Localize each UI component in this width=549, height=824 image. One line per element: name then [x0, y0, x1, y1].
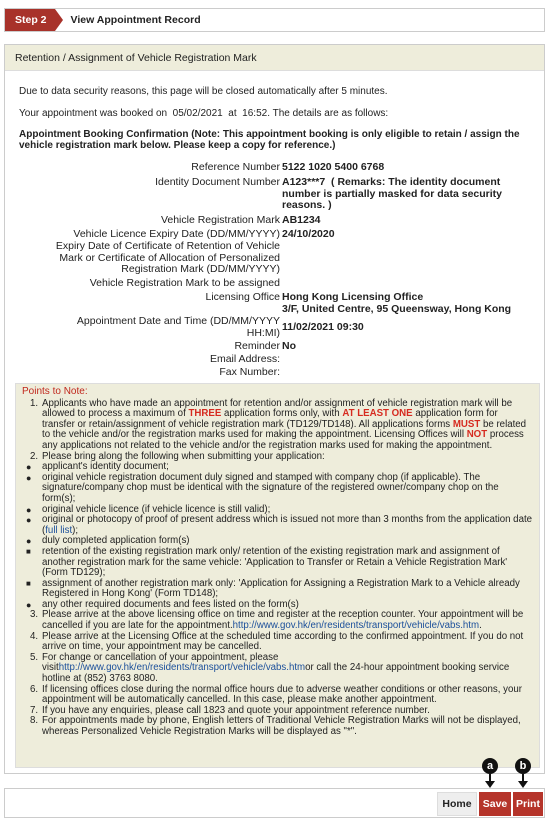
point-2-text: Please bring along the following when submitting your application: [42, 450, 325, 462]
point-7-text: If you have any enquiries, please call 1823 and quote your appointment reference number. [42, 704, 430, 716]
bullet-text [42, 515, 533, 536]
booked-suffix: . The details are as follows: [267, 108, 389, 119]
point-1-part-b: application forms only, with [224, 408, 340, 420]
annotation-arrowhead-b [518, 781, 528, 788]
id-document-label: Identity Document Number [155, 176, 280, 188]
point-number: 3. [30, 609, 39, 621]
annotation-marker-a: a [482, 758, 498, 774]
print-button[interactable]: Print [513, 792, 543, 816]
booking-summary [19, 108, 388, 119]
reference-label: Reference Number [191, 161, 280, 173]
emphasis-not: NOT [466, 429, 488, 441]
point-1-part-a: Applicants who have made an appointment for retention and/or assignment of vehicle registration mark will be allowed to process a maximum of [42, 397, 513, 420]
point-6 [22, 685, 533, 706]
points-title: Points to Note: [22, 386, 88, 397]
list-item [26, 547, 533, 579]
list-item [26, 473, 533, 505]
home-button[interactable]: Home [437, 792, 477, 816]
point-5-part-a: For change or cancellation of your appointment, please visit [42, 651, 279, 674]
step-title: View Appointment Record [70, 14, 201, 26]
bullet-text: applicant's identity document; [42, 461, 169, 473]
point-3-part-b: . [479, 620, 482, 632]
emphasis-at-least-one: AT LEAST ONE [342, 408, 413, 420]
reminder-label: Reminder [234, 340, 280, 352]
save-button[interactable]: Save [479, 792, 511, 816]
bullet-icon: ● [26, 536, 32, 547]
bullet-icon: ● [26, 504, 32, 515]
point-1-part-e: process any applications not related to the vehicle and/or the registration marks used for making the appointment. [42, 429, 524, 451]
booked-date: 05/02/2021 [172, 108, 223, 119]
panel-heading: Retention / Assignment of Vehicle Registration Mark [5, 45, 544, 71]
security-notice: Due to data security reasons, this page will be closed automatically after 5 minutes. [19, 86, 388, 97]
annotation-arrowhead-a [485, 781, 495, 788]
bullet-text: any other required documents and fees listed on the form(s) [42, 598, 299, 610]
point-5 [22, 653, 533, 685]
point-8-text: For appointments made by phone, English letters of Traditional Vehicle Registration Marks will not be displayed, whereas Personalized Vehicle Registration Marks will be displayed as "*". [42, 715, 521, 737]
mark-assigned-label: Vehicle Registration Mark to be assigned [89, 277, 280, 289]
licensing-office-label: Licensing Office [205, 291, 280, 303]
point-4 [22, 632, 533, 653]
full-list-link[interactable]: full list [45, 524, 73, 536]
bullet-text-part: original or photocopy of proof of present address which is issued not more than 3 months from the application date ( [42, 514, 533, 536]
cert-expiry-label [30, 241, 280, 276]
step-bar [4, 8, 545, 32]
id-document-remark: ( Remarks: The identity document number is partially masked for data security reasons. ) [282, 176, 502, 211]
bullet-text: retention of the existing registration mark only/ retention of the existing registration mark and assignment of another registration mark for the same vehicle: 'Application to Transfer or Retain a Vehicle Registration Mark' (Form TD129); [42, 545, 508, 579]
point-number: 6. [30, 683, 39, 695]
id-document-value: A123***7 [282, 176, 326, 188]
appointment-time-label [30, 316, 280, 339]
point-5-part-b: or call the 24-hour appointment booking service hotline at (852) 3763 8080. [42, 662, 510, 685]
point-1 [22, 399, 533, 452]
vabs-link[interactable]: http://www.gov.hk/en/residents/transport/vehicle/vabs.htm [232, 620, 480, 632]
point-3-text [42, 610, 533, 631]
appointment-time-value: 11/02/2021 09:30 [282, 321, 364, 333]
point-number: 1. [30, 397, 39, 409]
appointment-record-panel [4, 44, 545, 774]
booked-time: 16:52 [242, 108, 268, 119]
list-item [26, 579, 533, 600]
bullet-text: original vehicle licence (if vehicle licence is still valid); [42, 503, 271, 515]
booked-at: at [228, 108, 237, 119]
bullet-text: duly completed application form(s) [42, 535, 190, 547]
licensing-office-value [282, 292, 532, 315]
list-item [26, 515, 533, 536]
bullet-icon: ● [26, 515, 32, 526]
cert-expiry-label-line2: Mark or Certificate of Allocation of Personalized [59, 251, 280, 264]
booking-confirmation-note: Appointment Booking Confirmation (Note: This appointment booking is only eligible to retain / assign the vehicle registration mark below. Please keep a copy for reference.) [19, 129, 520, 151]
bullet-text: original vehicle registration document duly signed and stamped with company chop (if applicable). The signature/company chop must be identical with the signature of the registered owner/company chop on the form(s); [42, 471, 499, 504]
point-number: 2. [30, 450, 39, 462]
licence-expiry-value: 24/10/2020 [282, 228, 335, 240]
point-5-text [42, 653, 533, 685]
bullet-text: assignment of another registration mark only: 'Application for Assigning a Registration Mark to a Vehicle already Registered in Hong Kong' (Form TD148); [42, 577, 520, 600]
licensing-office-address: 3/F, United Centre, 95 Queensway, Hong Kong [282, 302, 512, 315]
licensing-office-name: Hong Kong Licensing Office [282, 291, 424, 303]
point-1-text [42, 399, 533, 452]
vabs-link[interactable]: http://www.gov.hk/en/residents/transport/vehicle/vabs.htm [58, 662, 306, 674]
booked-prefix: Your appointment was booked on [19, 108, 168, 119]
bullet-text-part: ); [72, 524, 79, 536]
points-to-note [15, 383, 540, 768]
square-bullet-icon: ■ [26, 546, 31, 556]
point-1-part-d: be related to the vehicle and/or the registration marks used for making the appointment. Licensing Offices will [42, 418, 527, 441]
emphasis-three: THREE [188, 408, 222, 420]
step-tag: Step 2 [5, 9, 55, 31]
point-number: 5. [30, 651, 39, 663]
fax-label: Fax Number: [219, 366, 280, 378]
appointment-time-label-line1: Appointment Date and Time (DD/MM/YYYY [76, 315, 280, 327]
point-6-text: If licensing offices close during the normal office hours due to adverse weather conditions or other reasons, your appointment will be automatically cancelled. In this case, please make another appointment. [42, 683, 522, 706]
id-document-value-block [282, 177, 532, 212]
point-3-part-a: Please arrive at the above licensing office on time and register at the reception counter. Your appointment will be cancelled if you are late for the appointment. [42, 609, 524, 632]
emphasis-must: MUST [452, 418, 481, 430]
reg-mark-value: AB1234 [282, 214, 321, 226]
appointment-time-label-line2: HH:MI) [246, 326, 280, 339]
annotation-marker-b: b [515, 758, 531, 774]
reminder-value: No [282, 340, 296, 352]
point-number: 7. [30, 704, 39, 716]
point-3 [22, 610, 533, 631]
square-bullet-icon: ■ [26, 578, 31, 588]
reg-mark-label: Vehicle Registration Mark [160, 214, 280, 226]
cert-expiry-label-line3: Registration Mark (DD/MM/YYYY) [121, 263, 280, 275]
bullet-icon: ● [26, 599, 32, 610]
bullet-icon: ● [26, 472, 32, 483]
action-bar [4, 788, 545, 818]
point-4-text: Please arrive at the Licensing Office at the scheduled time according to the confirmed appointment. If you do not arrive on time, your appointment may be cancelled. [42, 630, 524, 653]
point-8 [22, 716, 533, 737]
bullet-icon: ● [26, 462, 32, 473]
cert-expiry-label-line1: Expiry Date of Certificate of Retention of Vehicle [55, 240, 280, 252]
point-number: 8. [30, 715, 39, 727]
point-1-part-c: application form for transfer or retain/assignment of vehicle registration mark (TD129/TD148). All applications forms [42, 408, 498, 430]
point-number: 4. [30, 630, 39, 642]
reference-value: 5122 1020 5400 6768 [282, 161, 385, 173]
licence-expiry-label: Vehicle Licence Expiry Date (DD/MM/YYYY) [73, 228, 280, 240]
email-label: Email Address: [209, 353, 280, 365]
